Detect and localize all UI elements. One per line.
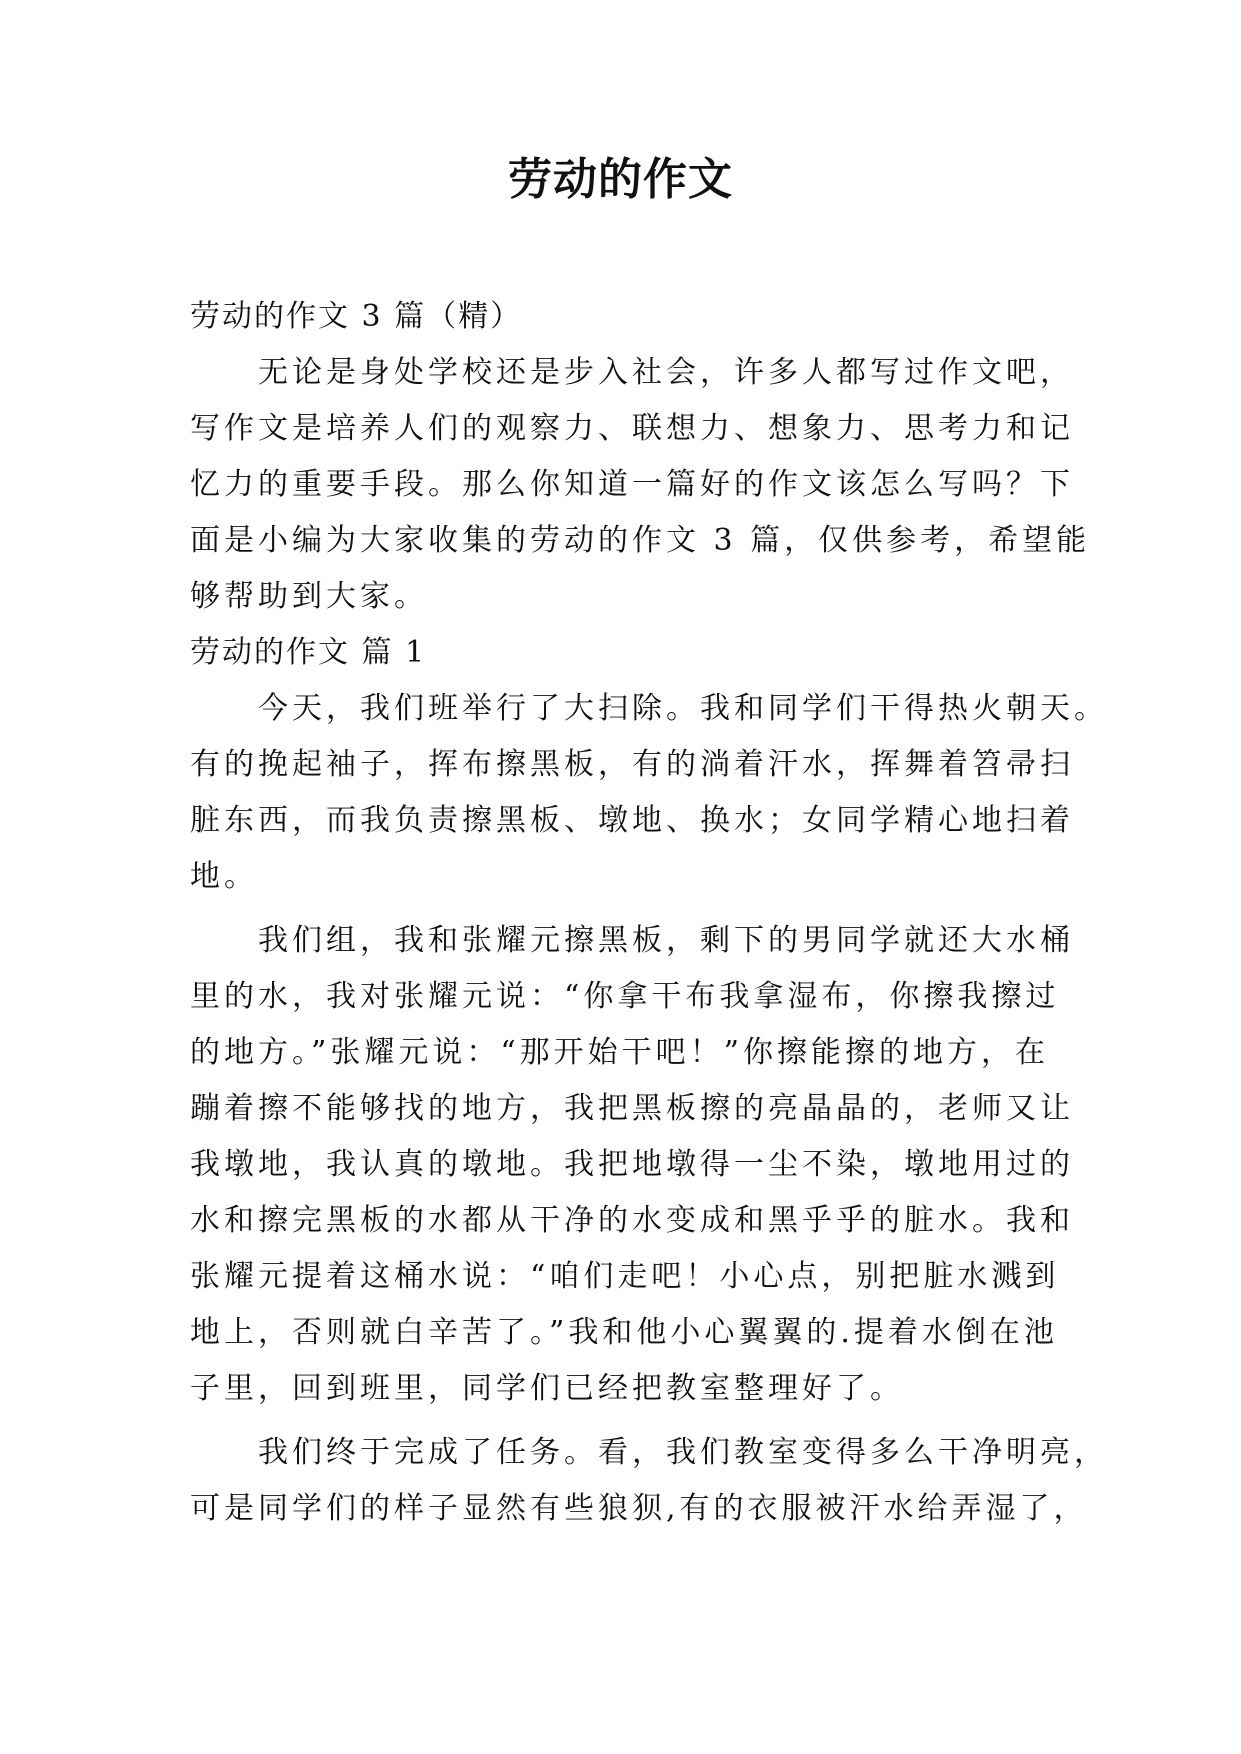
paragraph-line: 张耀元提着这桶水说：“咱们走吧！小心点，别把脏水溅到 — [190, 1259, 1060, 1294]
essay-paragraph-2 — [190, 913, 1074, 1417]
paragraph-line: 我们终于完成了任务。看，我们教室变得多么干净明亮， — [258, 1435, 1108, 1470]
paragraph-line: 今天，我们班举行了大扫除。我和同学们干得热火朝天。 — [258, 691, 1108, 726]
essay-paragraph-1 — [190, 681, 1108, 905]
intro-paragraph — [190, 345, 1091, 625]
paragraph-line: 地。 — [190, 859, 258, 894]
paragraph-line: 里的水，我对张耀元说：“你拿干布我拿湿布，你擦我擦过 — [190, 979, 1060, 1014]
intro-line: 写作文是培养人们的观察力、联想力、想象力、思考力和记 — [190, 411, 1074, 446]
intro-line: 无论是身处学校还是步入社会，许多人都写过作文吧， — [258, 355, 1074, 390]
paragraph-line: 水和擦完黑板的水都从干净的水变成和黑乎乎的脏水。我和 — [190, 1203, 1074, 1238]
paragraph-line: 子里，回到班里，同学们已经把教室整理好了。 — [190, 1371, 904, 1406]
document-title: 劳动的作文 — [508, 154, 733, 205]
intro-line: 够帮助到大家。 — [190, 579, 428, 614]
paragraph-line: 脏东西，而我负责擦黑板、墩地、换水；女同学精心地扫着 — [190, 803, 1074, 838]
essay-heading: 劳动的作文 篇 1 — [190, 635, 427, 670]
paragraph-line: 蹦着擦不能够找的地方，我把黑板擦的亮晶晶的，老师又让 — [190, 1091, 1074, 1126]
paragraph-line: 地上，否则就白辛苦了。”我和他小心翼翼的.提着水倒在池 — [190, 1315, 1058, 1350]
document-subtitle: 劳动的作文 3 篇（精） — [190, 299, 523, 334]
intro-line: 忆力的重要手段。那么你知道一篇好的作文该怎么写吗？下 — [190, 467, 1074, 502]
paragraph-line: 可是同学们的样子显然有些狼狈,有的衣服被汗水给弄湿了， — [190, 1491, 1088, 1526]
paragraph-line: 的地方。”张耀元说：“那开始干吧！”你擦能擦的地方，在 — [190, 1035, 1050, 1070]
intro-line: 面是小编为大家收集的劳动的作文 3 篇，仅供参考，希望能 — [190, 523, 1091, 558]
paragraph-line: 我墩地，我认真的墩地。我把地墩得一尘不染，墩地用过的 — [190, 1147, 1074, 1182]
paragraph-line: 有的挽起袖子，挥布擦黑板，有的淌着汗水，挥舞着笤帚扫 — [190, 747, 1074, 782]
document-body — [190, 289, 1108, 1537]
paragraph-line: 我们组，我和张耀元擦黑板，剩下的男同学就还大水桶 — [258, 923, 1074, 958]
essay-paragraph-3 — [190, 1425, 1108, 1537]
